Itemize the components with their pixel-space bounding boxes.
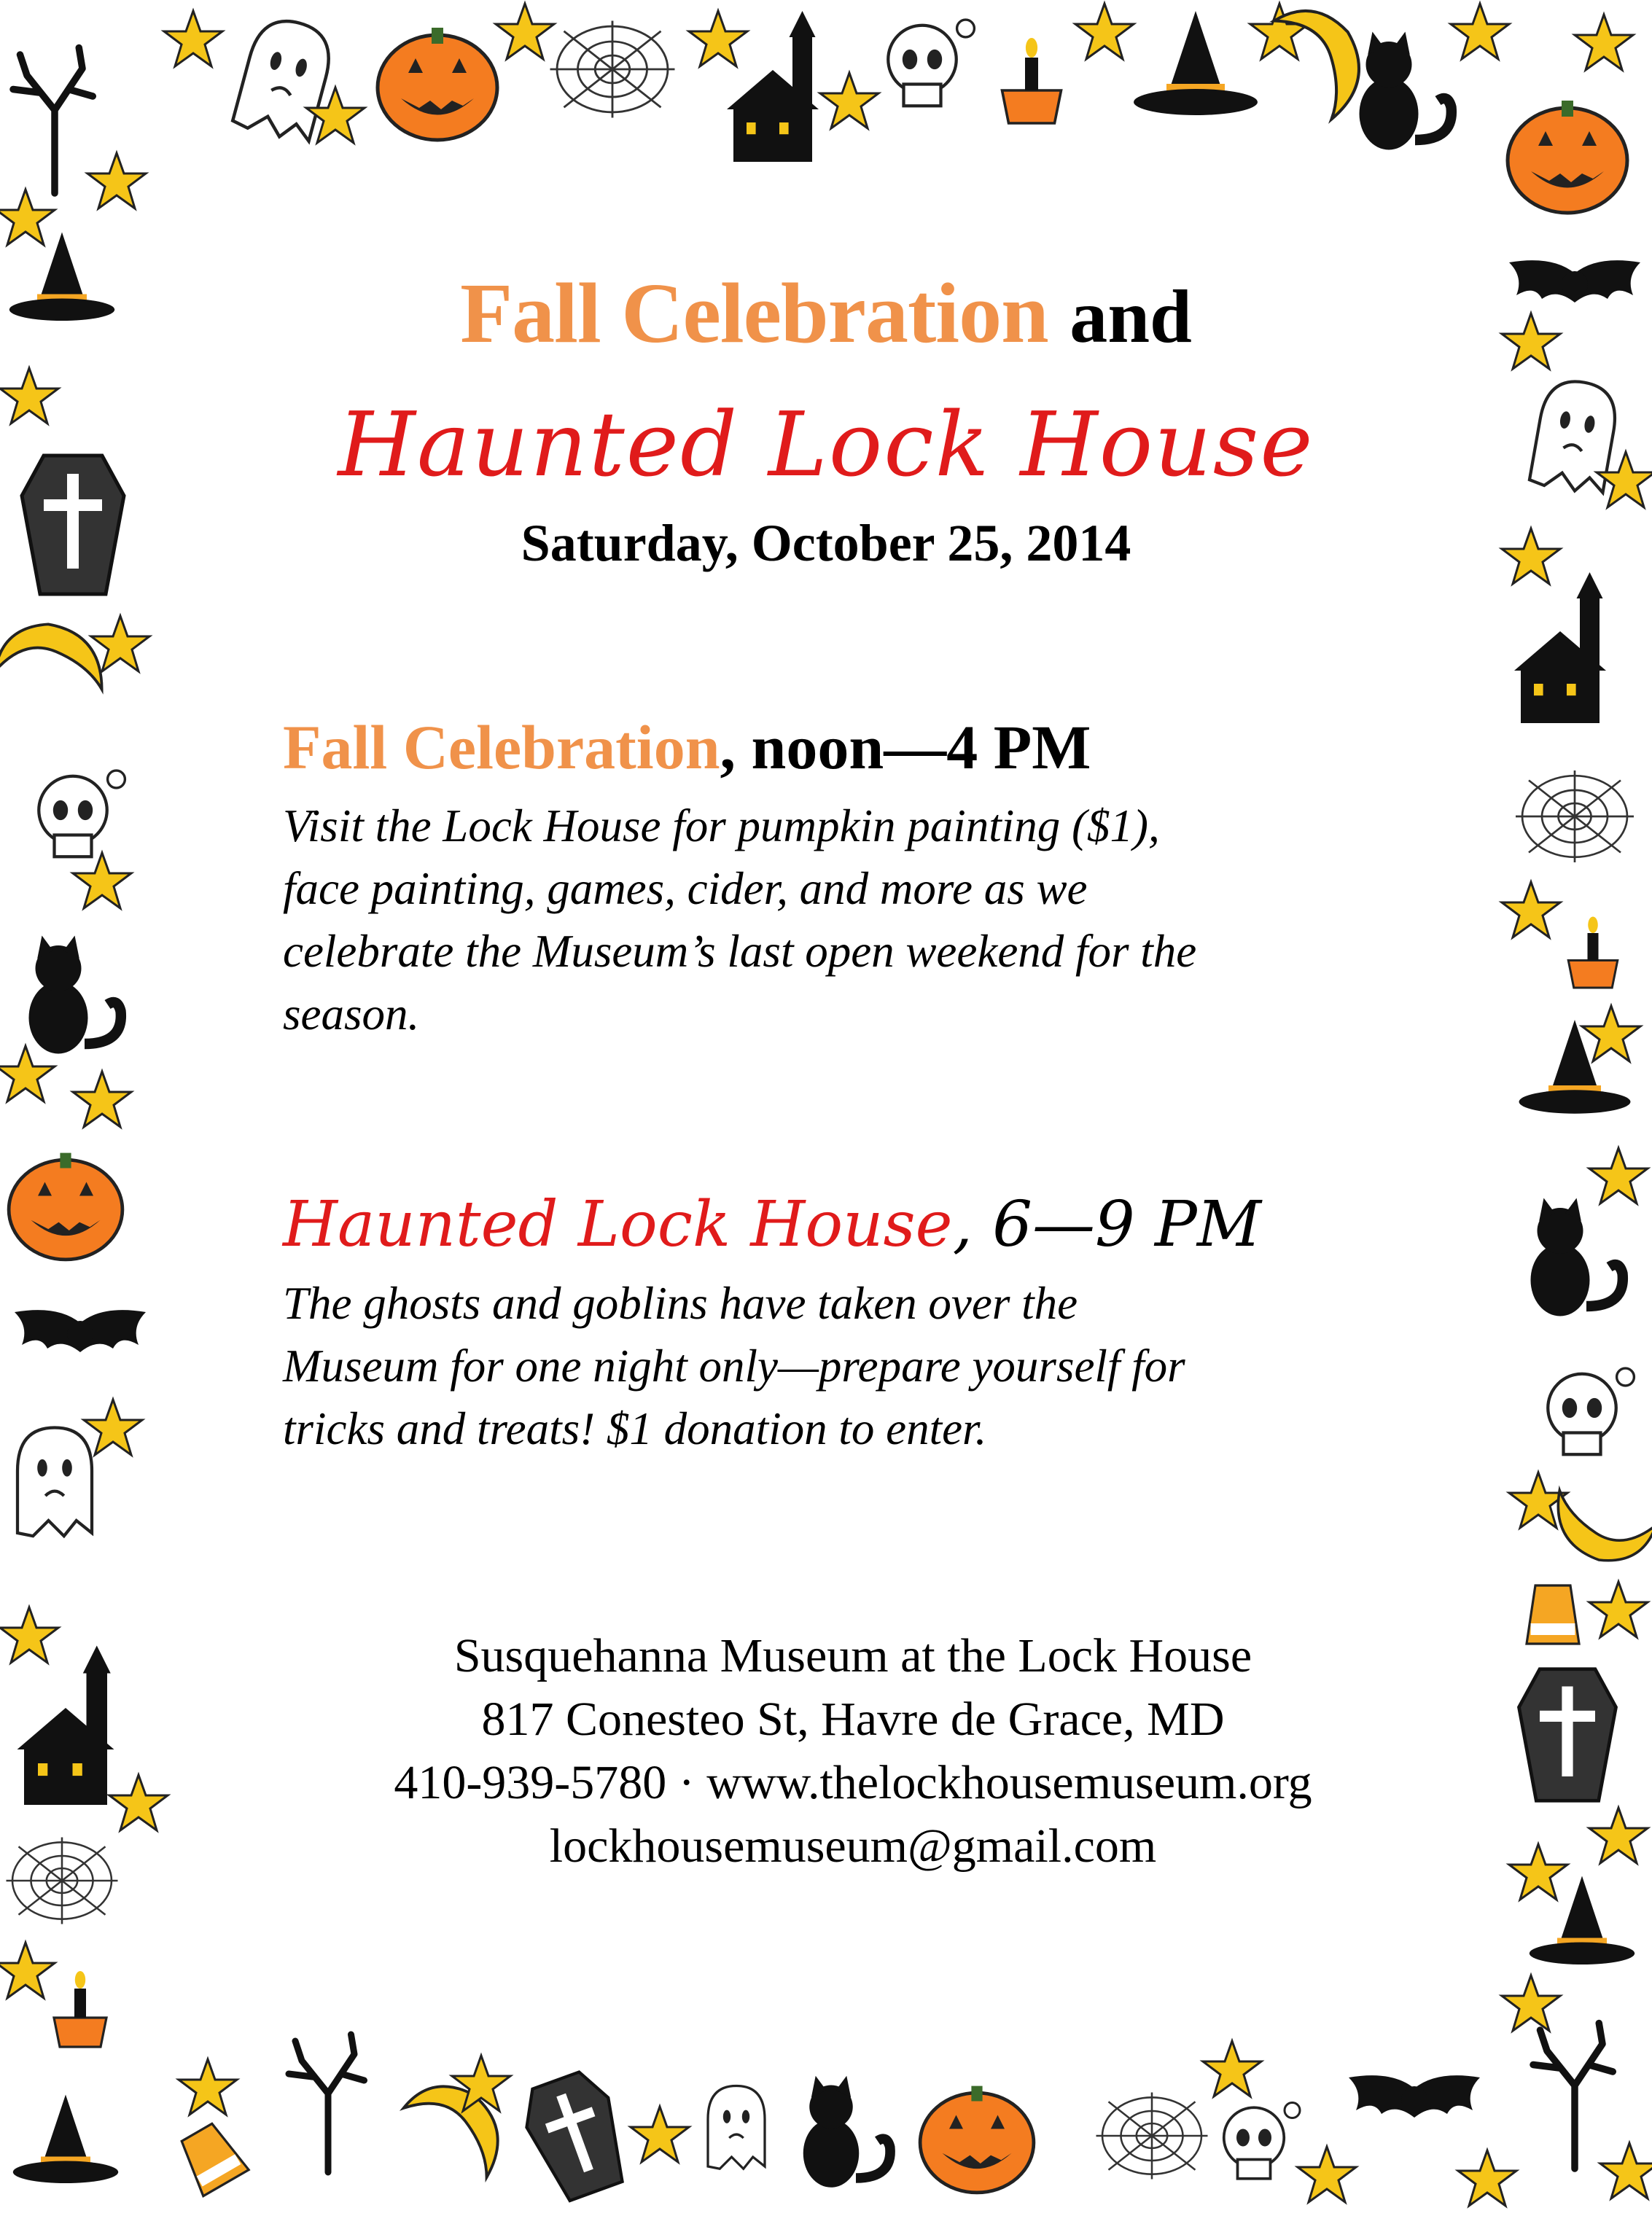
description-line: tricks and treats! $1 donation to enter.: [283, 1403, 987, 1454]
title-and: and: [1069, 275, 1192, 359]
title-fall-celebration: Fall Celebration: [460, 265, 1048, 361]
phone-and-website: 410-939-5780 · www.thelockhousemuseum.org: [394, 1756, 1312, 1809]
event-date: Saturday, October 25, 2014: [521, 514, 1131, 572]
event-name: Haunted Lock House: [283, 1188, 953, 1261]
title-haunted-lock-house: Haunted Lock House: [338, 393, 1314, 496]
event-time: , noon—4 PM: [720, 712, 1091, 782]
description-line: season.: [283, 988, 420, 1039]
haunted-lock-house-heading: [283, 1188, 1261, 1261]
title-line-1: [0, 262, 1652, 368]
fall-celebration-description: [283, 795, 1420, 1045]
fall-celebration-heading: [283, 711, 1091, 784]
event-name: Fall Celebration: [283, 712, 720, 782]
event-time: , 6—9 PM: [952, 1188, 1261, 1261]
description-line: The ghosts and goblins have taken over the: [283, 1278, 1078, 1329]
contact-block: [0, 1624, 1652, 1878]
description-line: Museum for one night only—prepare yourself for: [283, 1341, 1185, 1392]
description-line: face painting, games, cider, and more as we: [283, 863, 1088, 914]
description-line: Visit the Lock House for pumpkin painting ($1),: [283, 800, 1160, 851]
email: lockhousemuseum@gmail.com: [549, 1819, 1157, 1873]
haunted-lock-house-description: [283, 1272, 1420, 1460]
museum-name: Susquehanna Museum at the Lock House: [453, 1629, 1252, 1682]
street-address: 817 Conesteo St, Havre de Grace, MD: [481, 1693, 1225, 1746]
description-line: celebrate the Museum’s last open weekend for the: [283, 926, 1197, 977]
